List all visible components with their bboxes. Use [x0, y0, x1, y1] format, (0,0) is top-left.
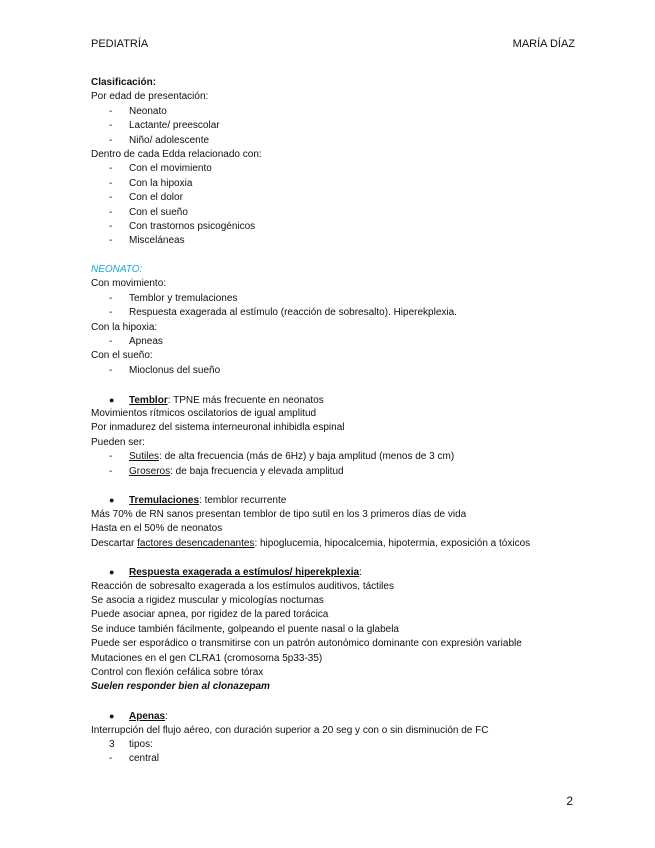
header-subject: PEDIATRÍA	[91, 38, 149, 50]
text-line: Puede asociar apnea, por rigidez de la pared torácica	[91, 609, 329, 621]
list-item: - Sutiles: de alta frecuencia (más de 6Hz) y baja amplitud (menos de 3 cm)	[109, 451, 455, 463]
bullet-heading-temblor: ● Temblor: TPNE más frecuente en neonatos	[109, 394, 324, 406]
text-line: Puede ser esporádico o transmitirse con un patrón autonómico dominante con expresión variable	[91, 638, 522, 650]
text-line: Pueden ser:	[91, 436, 145, 448]
text-line: Se induce también fácilmente, golpeando el puente nasal o la glabela	[91, 623, 399, 635]
list-item: - Lactante/ preescolar	[109, 120, 220, 132]
text-line: Con el sueño:	[91, 350, 153, 362]
text-line: Dentro de cada Edda relacionado con:	[91, 148, 262, 160]
text-line: Movimientos rítmicos oscilatorios de igual amplitud	[91, 407, 317, 419]
emphasis-line: Suelen responder bien al clonazepam	[91, 681, 270, 693]
page-number: 2	[566, 794, 573, 808]
text-line: Mutaciones en el gen CLRA1 (cromosoma 5p33-35)	[91, 652, 323, 664]
list-item: - Neonato	[109, 105, 167, 117]
text-line: Hasta en el 50% de neonatos	[91, 523, 223, 535]
list-item: - Mioclonus del sueño	[109, 364, 221, 376]
text-line: Interrupción del flujo aéreo, con duración superior a 20 seg y con o sin disminución de FC	[91, 724, 489, 736]
section-title-neonato: NEONATO:	[91, 264, 143, 276]
list-item: - Con el dolor	[109, 192, 183, 204]
text-line: Con movimiento:	[91, 278, 167, 290]
section-title-clasificacion: Clasificación:	[91, 77, 157, 88]
text-line: Por edad de presentación:	[91, 91, 209, 103]
text-line: Se asocia a rigidez muscular y micologías nocturnas	[91, 595, 324, 607]
header-author: MARÍA DÍAZ	[512, 38, 575, 50]
bullet-heading-tremulaciones: ● Tremulaciones: temblor recurrente	[109, 495, 287, 507]
list-item: - Niño/ adolescente	[109, 134, 210, 146]
list-item: - Con el sueño	[109, 206, 188, 218]
text-line: Reacción de sobresalto exagerada a los estímulos auditivos, táctiles	[91, 580, 394, 592]
list-item: - central	[109, 753, 160, 765]
document-body	[91, 76, 591, 767]
text-line: Control con flexión cefálica sobre tórax	[91, 667, 264, 679]
bullet-heading-apenas: ● Apenas:	[109, 711, 168, 723]
text-line: Más 70% de RN sanos presentan temblor de tipo sutil en los 3 primeros días de vida	[91, 508, 467, 520]
bullet-icon: ●	[109, 394, 115, 405]
list-item: - Respuesta exagerada al estímulo (reacción de sobresalto). Hiperekplexia.	[109, 307, 457, 319]
text-line: Con la hipoxia:	[91, 321, 158, 333]
list-item: - Temblor y tremulaciones	[109, 292, 238, 304]
list-item: - Con trastornos psicogénicos	[109, 220, 256, 232]
list-item: - Apneas	[109, 336, 163, 348]
list-item: - Groseros: de baja frecuencia y elevada amplitud	[109, 465, 344, 477]
bullet-icon: ●	[109, 567, 115, 578]
text-line: Descartar factores desencadenantes: hipoglucemia, hipocalcemia, hipotermia, exposición a tóxicos	[91, 537, 531, 549]
list-item: - Con la hipoxia	[109, 177, 193, 189]
bullet-heading-respuesta: ● Respuesta exagerada a estímulos/ hiperekplexia:	[109, 567, 362, 579]
numbered-item: 3 tipos:	[109, 738, 153, 750]
bullet-icon: ●	[109, 495, 115, 506]
bullet-icon: ●	[109, 711, 115, 722]
list-item: - Misceláneas	[109, 235, 185, 247]
text-line: Por inmadurez del sistema interneuronal inhibidla espinal	[91, 422, 345, 434]
list-item: - Con el movimiento	[109, 163, 212, 175]
page-header	[91, 38, 575, 54]
